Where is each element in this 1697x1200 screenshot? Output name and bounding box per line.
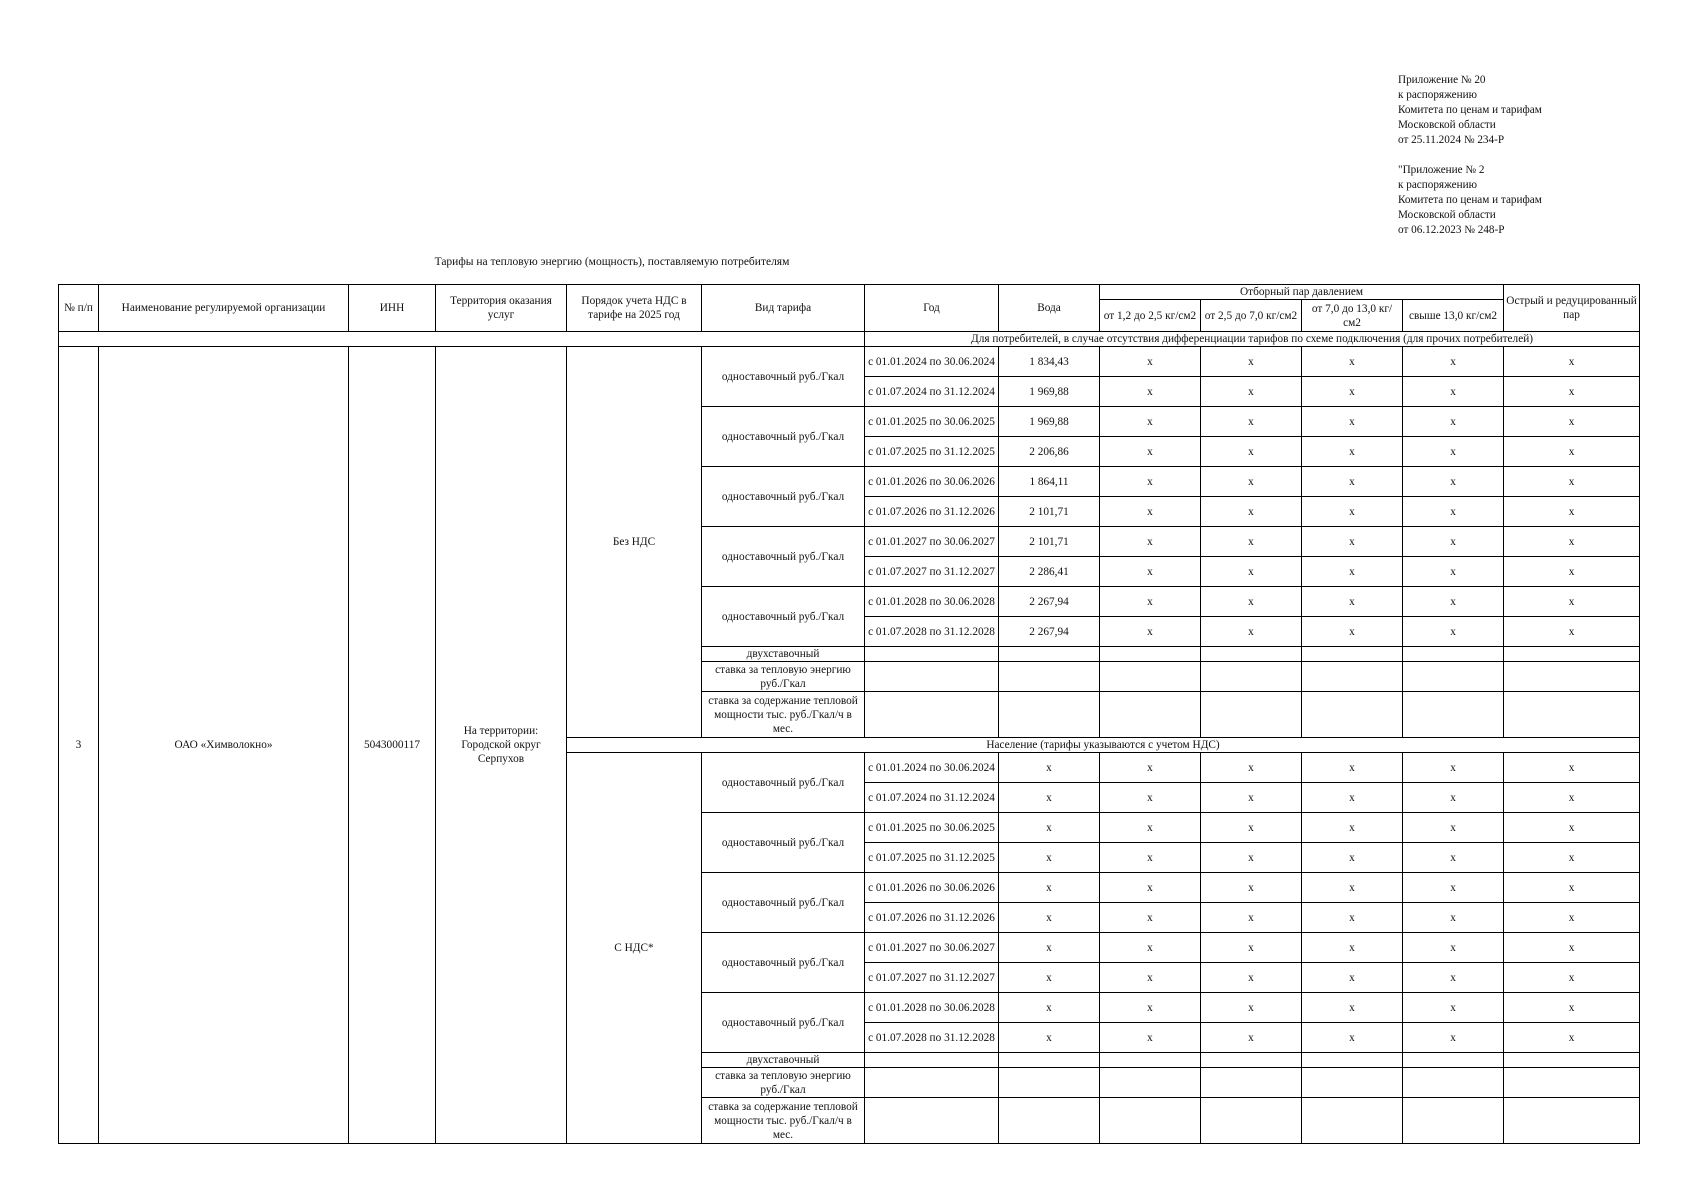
tariff-single-rate: одноставочный руб./Гкал (702, 347, 865, 407)
x-mark: х (1403, 347, 1504, 377)
section-other-consumers: Для потребителей, в случае отсутствия дифференциации тарифов по схеме подключения (для прочих потребителей) (865, 332, 1640, 347)
x-mark: х (1100, 497, 1201, 527)
water-value: х (999, 933, 1100, 963)
x-mark: х (1403, 813, 1504, 843)
section-blank (59, 332, 865, 347)
x-mark: х (1201, 347, 1302, 377)
header-steam: Отборный пар давлением (1100, 285, 1504, 300)
period: с 01.01.2025 по 30.06.2025 (865, 407, 999, 437)
x-mark: х (1302, 467, 1403, 497)
empty-cell (1100, 692, 1201, 738)
header-vat-order: Порядок учета НДС в тарифе на 2025 год (567, 285, 702, 332)
header-sharp-steam: Острый и редуцированный пар (1504, 285, 1640, 332)
x-mark: х (1100, 617, 1201, 647)
annex-line: к распоряжению (1398, 179, 1477, 191)
tariff-single-rate: одноставочный руб./Гкал (702, 993, 865, 1053)
annex-line: Комитета по ценам и тарифам (1398, 194, 1542, 206)
tariff-power-rate: ставка за содержание тепловой мощности тыс. руб./Гкал/ч в мес. (702, 692, 865, 738)
period: с 01.01.2024 по 30.06.2024 (865, 753, 999, 783)
empty-cell (1403, 662, 1504, 692)
empty-cell (1403, 1098, 1504, 1144)
x-mark: х (1504, 873, 1640, 903)
x-mark: х (1504, 843, 1640, 873)
empty-cell (1201, 1098, 1302, 1144)
x-mark: х (1100, 407, 1201, 437)
empty-cell (1201, 1053, 1302, 1068)
empty-cell (1504, 1068, 1640, 1098)
tariff-power-rate: ставка за содержание тепловой мощности тыс. руб./Гкал/ч в мес. (702, 1098, 865, 1144)
empty-cell (1403, 1053, 1504, 1068)
empty-cell (1504, 1053, 1640, 1068)
tariff-single-rate: одноставочный руб./Гкал (702, 527, 865, 587)
water-value: 2 267,94 (999, 617, 1100, 647)
empty-cell (865, 647, 999, 662)
period: с 01.07.2027 по 31.12.2027 (865, 557, 999, 587)
empty-cell (1201, 1068, 1302, 1098)
x-mark: х (1100, 587, 1201, 617)
x-mark: х (1504, 557, 1640, 587)
annex-line: Московской области (1398, 209, 1496, 221)
x-mark: х (1302, 407, 1403, 437)
x-mark: х (1302, 437, 1403, 467)
x-mark: х (1201, 813, 1302, 843)
x-mark: х (1302, 933, 1403, 963)
x-mark: х (1100, 963, 1201, 993)
empty-cell (1302, 647, 1403, 662)
tariff-single-rate: одноставочный руб./Гкал (702, 753, 865, 813)
section-row (59, 332, 1640, 347)
x-mark: х (1504, 1023, 1640, 1053)
header-inn: ИНН (349, 285, 436, 332)
water-value: 2 267,94 (999, 587, 1100, 617)
x-mark: х (1302, 557, 1403, 587)
empty-cell (999, 1068, 1100, 1098)
period: с 01.07.2026 по 31.12.2026 (865, 497, 999, 527)
x-mark: х (1100, 527, 1201, 557)
empty-cell (999, 662, 1100, 692)
water-value: 2 286,41 (999, 557, 1100, 587)
empty-cell (1504, 662, 1640, 692)
period: с 01.01.2028 по 30.06.2028 (865, 587, 999, 617)
x-mark: х (1302, 783, 1403, 813)
tariff-two-rate: двухставочный (702, 1053, 865, 1068)
empty-cell (1302, 1098, 1403, 1144)
org-territory: На территории: Городской округ Серпухов (436, 347, 567, 1144)
x-mark: х (1403, 993, 1504, 1023)
empty-cell (1504, 647, 1640, 662)
x-mark: х (1201, 587, 1302, 617)
water-value: 1 864,11 (999, 467, 1100, 497)
annex-line: Комитета по ценам и тарифам (1398, 104, 1542, 116)
x-mark: х (1504, 467, 1640, 497)
empty-cell (1504, 692, 1640, 738)
empty-cell (1302, 692, 1403, 738)
x-mark: х (1201, 377, 1302, 407)
x-mark: х (1201, 437, 1302, 467)
empty-cell (1201, 662, 1302, 692)
x-mark: х (1100, 347, 1201, 377)
x-mark: х (1403, 903, 1504, 933)
x-mark: х (1302, 527, 1403, 557)
x-mark: х (1302, 963, 1403, 993)
empty-cell (865, 662, 999, 692)
x-mark: х (1201, 993, 1302, 1023)
empty-cell (865, 1098, 999, 1144)
section-population: Население (тарифы указываются с учетом НДС) (567, 738, 1640, 753)
x-mark: х (1403, 933, 1504, 963)
x-mark: х (1201, 407, 1302, 437)
x-mark: х (1302, 843, 1403, 873)
period: с 01.01.2026 по 30.06.2026 (865, 873, 999, 903)
x-mark: х (1302, 587, 1403, 617)
x-mark: х (1403, 527, 1504, 557)
empty-cell (999, 647, 1100, 662)
x-mark: х (1302, 1023, 1403, 1053)
period: с 01.01.2027 по 30.06.2027 (865, 527, 999, 557)
empty-cell (1302, 1068, 1403, 1098)
header-pressure-p2: от 2,5 до 7,0 кг/см2 (1201, 300, 1302, 332)
x-mark: х (1403, 377, 1504, 407)
x-mark: х (1504, 497, 1640, 527)
x-mark: х (1302, 497, 1403, 527)
header-territory: Территория оказания услуг (436, 285, 567, 332)
empty-cell (1302, 662, 1403, 692)
x-mark: х (1403, 963, 1504, 993)
empty-cell (1403, 647, 1504, 662)
x-mark: х (1504, 963, 1640, 993)
x-mark: х (1201, 467, 1302, 497)
x-mark: х (1100, 377, 1201, 407)
empty-cell (865, 692, 999, 738)
x-mark: х (1504, 753, 1640, 783)
annex-line: Московской области (1398, 119, 1496, 131)
water-value: х (999, 993, 1100, 1023)
vat-order: Без НДС (567, 347, 702, 738)
x-mark: х (1504, 347, 1640, 377)
empty-cell (1201, 692, 1302, 738)
x-mark: х (1100, 933, 1201, 963)
x-mark: х (1403, 873, 1504, 903)
empty-cell (1201, 647, 1302, 662)
water-value: х (999, 753, 1100, 783)
x-mark: х (1201, 873, 1302, 903)
x-mark: х (1201, 753, 1302, 783)
x-mark: х (1201, 617, 1302, 647)
x-mark: х (1403, 557, 1504, 587)
x-mark: х (1100, 753, 1201, 783)
x-mark: х (1100, 843, 1201, 873)
water-value: х (999, 843, 1100, 873)
x-mark: х (1403, 843, 1504, 873)
water-value: х (999, 903, 1100, 933)
water-value: х (999, 963, 1100, 993)
annex-header-original (1398, 163, 1542, 238)
header-water: Вода (999, 285, 1100, 332)
header-num: № п/п (59, 285, 99, 332)
water-value: 1 834,43 (999, 347, 1100, 377)
x-mark: х (1403, 587, 1504, 617)
x-mark: х (1302, 753, 1403, 783)
x-mark: х (1504, 903, 1640, 933)
x-mark: х (1100, 813, 1201, 843)
x-mark: х (1403, 753, 1504, 783)
x-mark: х (1201, 497, 1302, 527)
water-value: х (999, 1023, 1100, 1053)
x-mark: х (1302, 993, 1403, 1023)
water-value: 1 969,88 (999, 407, 1100, 437)
empty-cell (1100, 662, 1201, 692)
tariff-single-rate: одноставочный руб./Гкал (702, 467, 865, 527)
annex-line: Приложение № 20 (1398, 74, 1486, 86)
period: с 01.01.2024 по 30.06.2024 (865, 347, 999, 377)
x-mark: х (1403, 617, 1504, 647)
tariff-energy-rate: ставка за тепловую энергию руб./Гкал (702, 1068, 865, 1098)
annex-line: от 25.11.2024 № 234-Р (1398, 134, 1505, 146)
x-mark: х (1302, 903, 1403, 933)
org-number: 3 (59, 347, 99, 1144)
x-mark: х (1302, 617, 1403, 647)
water-value: 1 969,88 (999, 377, 1100, 407)
x-mark: х (1201, 557, 1302, 587)
document-title: Тарифы на тепловую энергию (мощность), поставляемую потребителям (434, 256, 790, 268)
x-mark: х (1504, 933, 1640, 963)
x-mark: х (1504, 437, 1640, 467)
x-mark: х (1504, 993, 1640, 1023)
x-mark: х (1504, 377, 1640, 407)
x-mark: х (1100, 1023, 1201, 1053)
tariff-single-rate: одноставочный руб./Гкал (702, 933, 865, 993)
x-mark: х (1100, 437, 1201, 467)
org-inn: 5043000117 (349, 347, 436, 1144)
empty-cell (865, 1053, 999, 1068)
annex-line: к распоряжению (1398, 89, 1477, 101)
x-mark: х (1302, 377, 1403, 407)
header-year: Год (865, 285, 999, 332)
tariff-energy-rate: ставка за тепловую энергию руб./Гкал (702, 662, 865, 692)
empty-cell (999, 1098, 1100, 1144)
empty-cell (999, 692, 1100, 738)
tariff-two-rate: двухставочный (702, 647, 865, 662)
x-mark: х (1403, 783, 1504, 813)
period: с 01.07.2027 по 31.12.2027 (865, 963, 999, 993)
empty-cell (1403, 692, 1504, 738)
water-value: х (999, 873, 1100, 903)
period: с 01.07.2025 по 31.12.2025 (865, 843, 999, 873)
empty-cell (1504, 1098, 1640, 1144)
x-mark: х (1201, 1023, 1302, 1053)
x-mark: х (1201, 903, 1302, 933)
water-value: 2 101,71 (999, 497, 1100, 527)
empty-cell (1100, 1098, 1201, 1144)
org-name: ОАО «Химволокно» (99, 347, 349, 1144)
header-tariff-type: Вид тарифа (702, 285, 865, 332)
period: с 01.01.2025 по 30.06.2025 (865, 813, 999, 843)
empty-cell (865, 1068, 999, 1098)
x-mark: х (1201, 843, 1302, 873)
period: с 01.07.2028 по 31.12.2028 (865, 617, 999, 647)
x-mark: х (1100, 783, 1201, 813)
x-mark: х (1504, 407, 1640, 437)
period: с 01.07.2026 по 31.12.2026 (865, 903, 999, 933)
x-mark: х (1403, 497, 1504, 527)
x-mark: х (1504, 587, 1640, 617)
vat-order: С НДС* (567, 753, 702, 1144)
period: с 01.01.2027 по 30.06.2027 (865, 933, 999, 963)
x-mark: х (1201, 963, 1302, 993)
x-mark: х (1100, 873, 1201, 903)
annex-line: "Приложение № 2 (1398, 164, 1485, 176)
empty-cell (1100, 647, 1201, 662)
period: с 01.07.2028 по 31.12.2028 (865, 1023, 999, 1053)
annex-line: от 06.12.2023 № 248-Р (1398, 224, 1505, 236)
empty-cell (1100, 1068, 1201, 1098)
x-mark: х (1504, 783, 1640, 813)
water-value: 2 101,71 (999, 527, 1100, 557)
x-mark: х (1100, 993, 1201, 1023)
x-mark: х (1403, 467, 1504, 497)
x-mark: х (1302, 347, 1403, 377)
period: с 01.01.2028 по 30.06.2028 (865, 993, 999, 1023)
period: с 01.07.2024 по 31.12.2024 (865, 783, 999, 813)
x-mark: х (1100, 467, 1201, 497)
tariff-single-rate: одноставочный руб./Гкал (702, 587, 865, 647)
water-value: х (999, 783, 1100, 813)
tariff-row (59, 347, 1640, 377)
x-mark: х (1403, 1023, 1504, 1053)
x-mark: х (1504, 813, 1640, 843)
empty-cell (999, 1053, 1100, 1068)
x-mark: х (1201, 783, 1302, 813)
annex-header-current (1398, 73, 1542, 148)
x-mark: х (1201, 527, 1302, 557)
period: с 01.07.2025 по 31.12.2025 (865, 437, 999, 467)
water-value: 2 206,86 (999, 437, 1100, 467)
tariff-single-rate: одноставочный руб./Гкал (702, 407, 865, 467)
empty-cell (1100, 1053, 1201, 1068)
tariff-single-rate: одноставочный руб./Гкал (702, 813, 865, 873)
empty-cell (1302, 1053, 1403, 1068)
empty-cell (1403, 1068, 1504, 1098)
x-mark: х (1302, 813, 1403, 843)
x-mark: х (1403, 437, 1504, 467)
tariff-single-rate: одноставочный руб./Гкал (702, 873, 865, 933)
x-mark: х (1100, 557, 1201, 587)
period: с 01.07.2024 по 31.12.2024 (865, 377, 999, 407)
x-mark: х (1302, 873, 1403, 903)
header-pressure-p1: от 1,2 до 2,5 кг/см2 (1100, 300, 1201, 332)
water-value: х (999, 813, 1100, 843)
x-mark: х (1403, 407, 1504, 437)
period: с 01.01.2026 по 30.06.2026 (865, 467, 999, 497)
x-mark: х (1201, 933, 1302, 963)
header-pressure-p3: от 7,0 до 13,0 кг/см2 (1302, 300, 1403, 332)
tariff-table (58, 284, 1640, 1144)
header-pressure-p4: свыше 13,0 кг/см2 (1403, 300, 1504, 332)
header-org: Наименование регулируемой организации (99, 285, 349, 332)
header-row (59, 285, 1640, 300)
x-mark: х (1504, 527, 1640, 557)
x-mark: х (1504, 617, 1640, 647)
x-mark: х (1100, 903, 1201, 933)
